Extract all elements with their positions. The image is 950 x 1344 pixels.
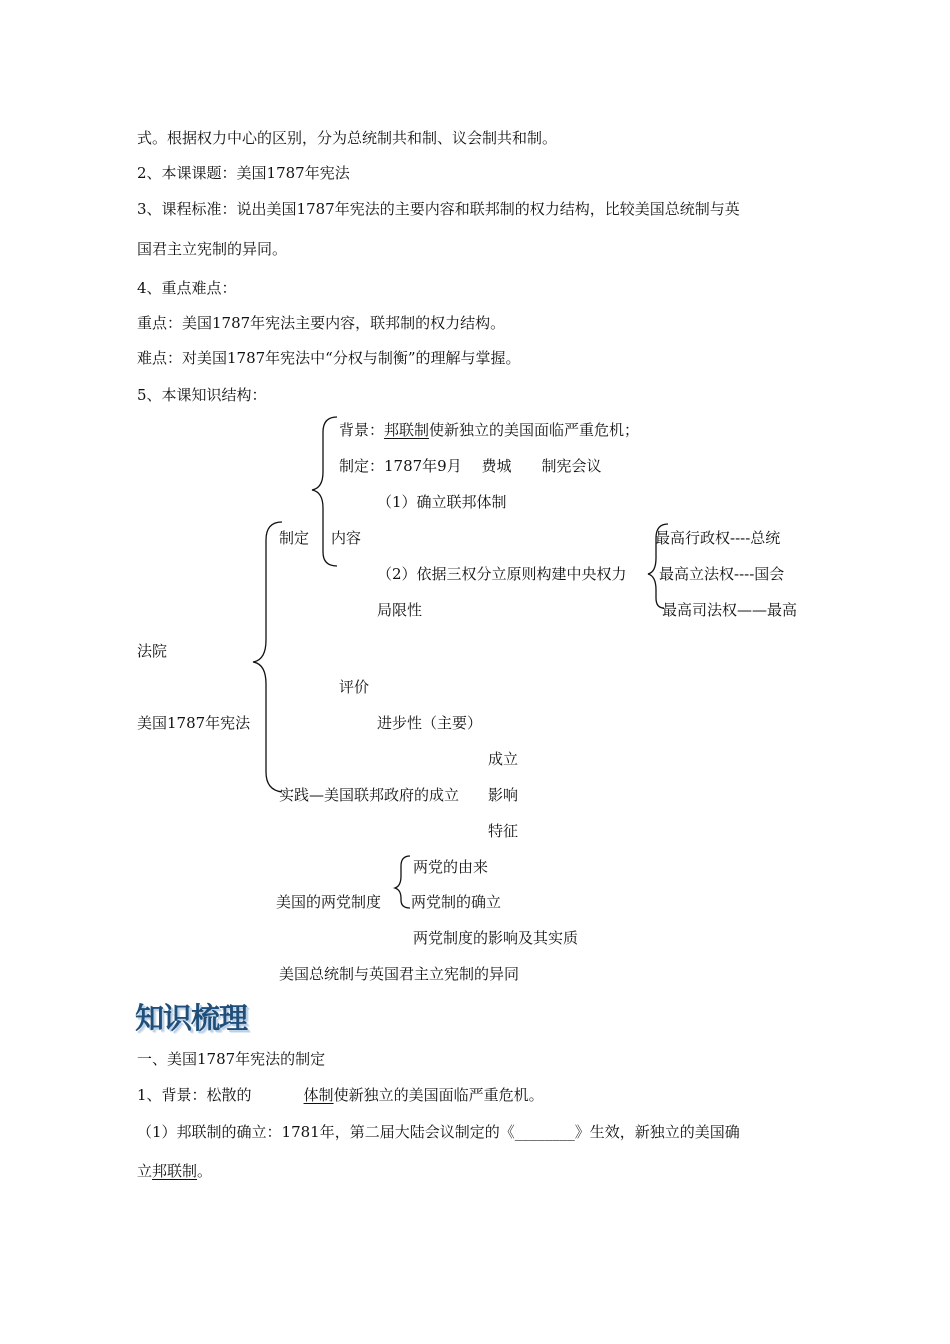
tree-party-origin: 两党的由来 [413,858,489,876]
tree-root: 美国1787年宪法 [137,714,251,732]
tree-judicial: 最高司法权——最高 [662,601,798,619]
tree-features: 特征 [488,822,519,840]
blank-system: 体制 [303,1086,334,1104]
background-line: 1、背景：松散的 体制使新独立的美国面临严重危机。 [137,1086,544,1104]
tree-making: 制定：1787年9月 费城 制宪会议 [339,457,602,475]
tree-limitation: 局限性 [377,601,423,619]
tree-judicial-cont: 法院 [137,642,168,660]
confederation-line1: （1）邦联制的确立：1781年，第二届大陆会议制定的《________》生效，新独立的美国确 [137,1123,740,1141]
tree-influence: 影响 [488,786,519,804]
confederation-term: 邦联制 [384,421,430,439]
tree-party-system: 美国的两党制度 [276,893,382,911]
tree-background: 背景：邦联制使新独立的美国面临严重危机； [339,421,640,439]
curriculum-standard-line1: 3、课程标准：说出美国1787年宪法的主要内容和联邦制的权力结构，比较美国总统制与英 [137,200,740,218]
paragraph-intro: 式。根据权力中心的区别，分为总统制共和制、议会制共和制。 [137,129,558,147]
tree-practice: 实践—美国联邦政府的成立 [279,786,460,804]
confederation-line2: 立邦联制。 [137,1162,213,1180]
tree-establish: 成立 [488,750,519,768]
key-point: 重点：美国1787年宪法主要内容，联邦制的权力结构。 [137,314,506,332]
knowledge-review-heading: 知识梳理 [135,1001,248,1035]
tree-content-2: （2）依据三权分立原则构建中央权力 [377,565,627,583]
section-one-title: 一、美国1787年宪法的制定 [137,1050,326,1068]
tree-party-established: 两党制的确立 [411,893,502,911]
tree-neirong: 内容 [331,529,362,547]
tree-content-1: （1）确立联邦体制 [377,493,507,511]
difficult-point: 难点：对美国1787年宪法中“分权与制衡”的理解与掌握。 [137,349,521,367]
tree-evaluation: 评价 [339,678,370,696]
tree-party-effect: 两党制度的影响及其实质 [413,929,579,947]
tree-legislative: 最高立法权----国会 [659,565,785,583]
key-points-heading: 4、重点难点： [137,279,237,297]
confederation-term-2: 邦联制 [152,1162,198,1180]
tree-executive: 最高行政权----总统 [655,529,781,547]
tree-progress: 进步性（主要） [377,714,483,732]
lesson-title: 2、本课课题：美国1787年宪法 [137,164,350,182]
tree-comparison: 美国总统制与英国君主立宪制的异同 [279,965,520,983]
curriculum-standard-line2: 国君主立宪制的异同。 [137,240,288,258]
tree-zhiding: 制定 [279,529,310,547]
structure-heading: 5、本课知识结构： [137,386,267,404]
